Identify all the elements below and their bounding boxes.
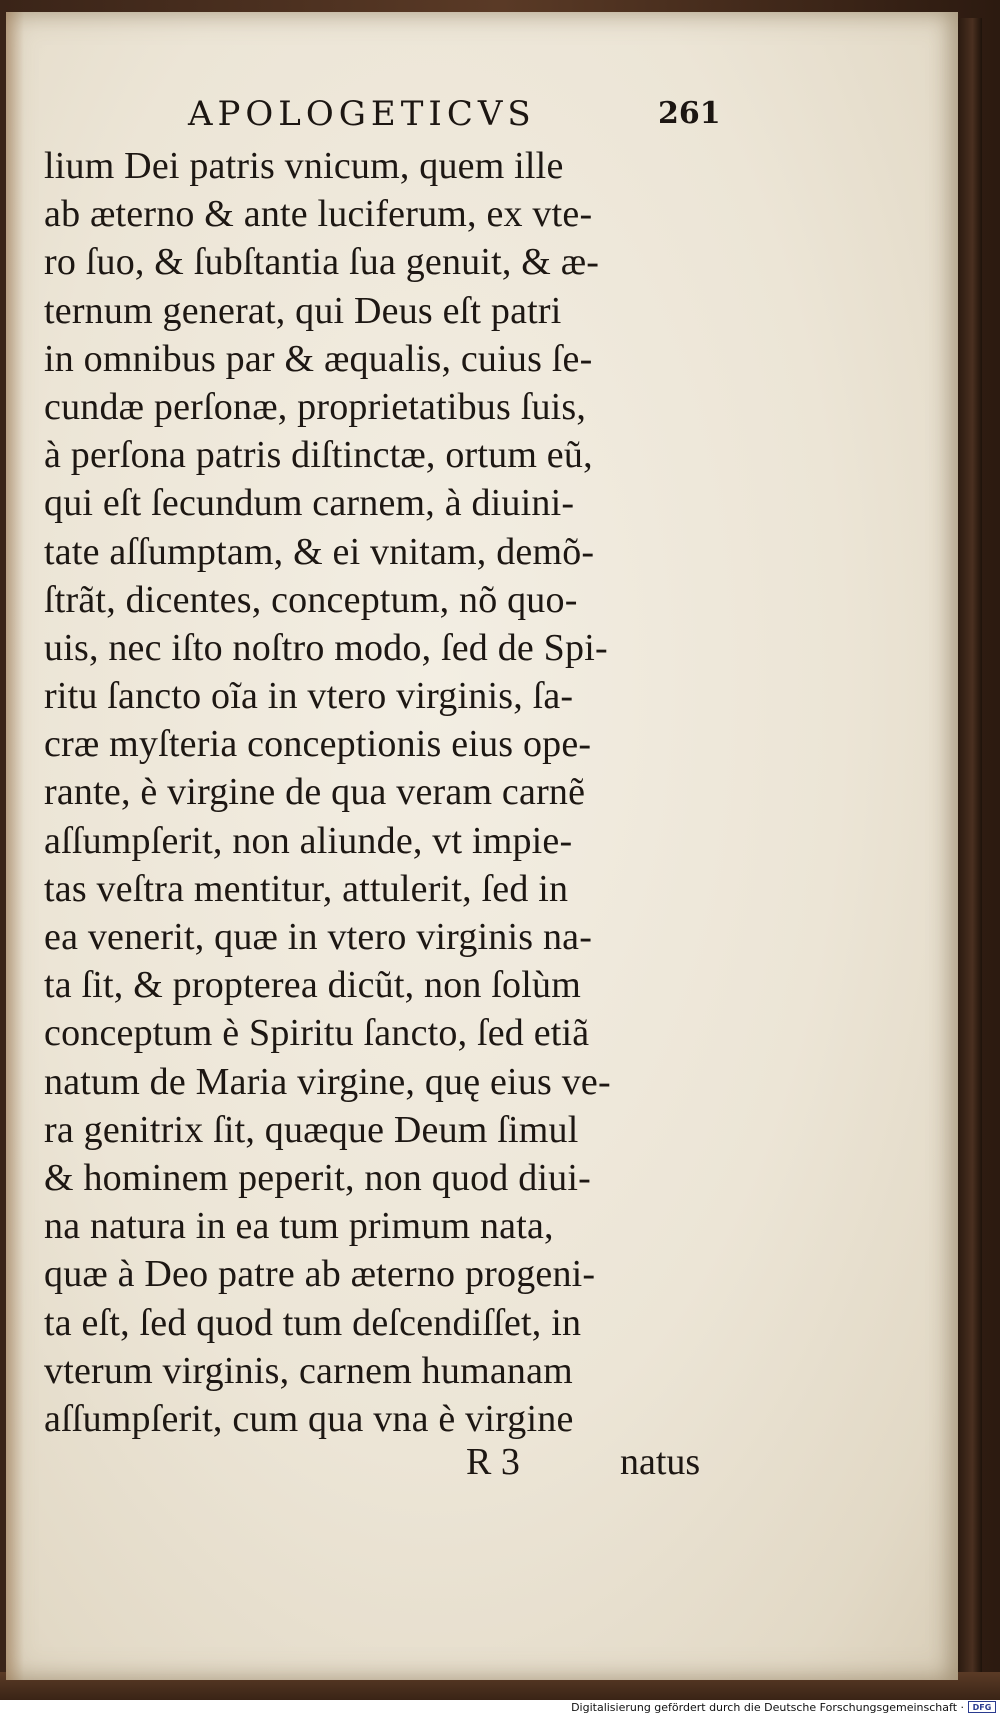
text-line: quæ à Deo patre ab æterno progeni-: [44, 1253, 596, 1296]
body-text: [44, 142, 734, 1443]
text-line: tate aſſumptam, & ei vnitam, demõ-: [44, 530, 595, 573]
text-line: ritu ſancto oĩa in vtero virginis, ſa-: [44, 675, 574, 718]
text-line: à perſona patris diſtinctæ, ortum eũ,: [44, 434, 593, 477]
text-line: & hominem peperit, non quod diui-: [44, 1156, 591, 1199]
dfg-logo: DFG: [968, 1701, 996, 1713]
running-title: APOLOGETICVS: [188, 94, 536, 134]
text-line: na natura in ea tum primum nata,: [44, 1205, 554, 1248]
text-line: rante, è virgine de qua veram carnẽ: [44, 771, 586, 814]
page-header: [0, 94, 960, 140]
book-right-edge: [958, 18, 982, 1678]
text-line: tas veſtra mentitur, attulerit, ſed in: [44, 867, 569, 910]
text-line: ſtrãt, dicentes, conceptum, nõ quo-: [44, 578, 578, 621]
text-line: conceptum è Spiritu ſancto, ſed etiã: [44, 1012, 590, 1055]
page-edge-stain: [6, 12, 24, 1680]
text-line: ro ſuo, & ſubſtantia ſua genuit, & æ-: [44, 241, 600, 284]
text-line: qui eſt ſecundum carnem, à diuini-: [44, 482, 575, 525]
text-line: lium Dei patris vnicum, quem ille: [44, 145, 564, 187]
text-line: vterum virginis, carnem humanam: [44, 1349, 573, 1392]
text-line: ternum generat, qui Deus eſt patri: [44, 289, 562, 332]
text-line: uis, nec iſto noſtro modo, ſed de Spi-: [44, 626, 608, 669]
text-line: ab æterno & ante luciferum, ex vte-: [44, 193, 593, 236]
text-line: ta ſit, & propterea dicũt, non ſolùm: [44, 964, 581, 1007]
text-line: ra genitrix ſit, quæque Deum ſimul: [44, 1108, 579, 1151]
text-line: cræ myſteria conceptionis eius ope-: [44, 723, 592, 766]
text-line: ta eſt, ſed quod tum deſcendiſſet, in: [44, 1301, 582, 1344]
catchword: natus: [620, 1441, 701, 1483]
text-line: aſſumpſerit, cum qua vna è virgine: [44, 1397, 574, 1440]
text-line: cundæ perſonæ, proprietatibus ſuis,: [44, 385, 587, 428]
text-line: natum de Maria virgine, quę eius ve-: [44, 1060, 611, 1103]
signature-mark: R 3: [466, 1441, 520, 1483]
digitization-credit: Digitalisierung gefördert durch die Deutsche Forschungsgemeinschaft ·: [571, 1701, 964, 1714]
text-line: ea venerit, quæ in vtero virginis na-: [44, 916, 593, 958]
text-line: in omnibus par & æqualis, cuius ſe-: [44, 337, 593, 380]
text-line: aſſumpſerit, non aliunde, vt impie-: [44, 819, 573, 862]
page-number: 261: [658, 96, 721, 131]
